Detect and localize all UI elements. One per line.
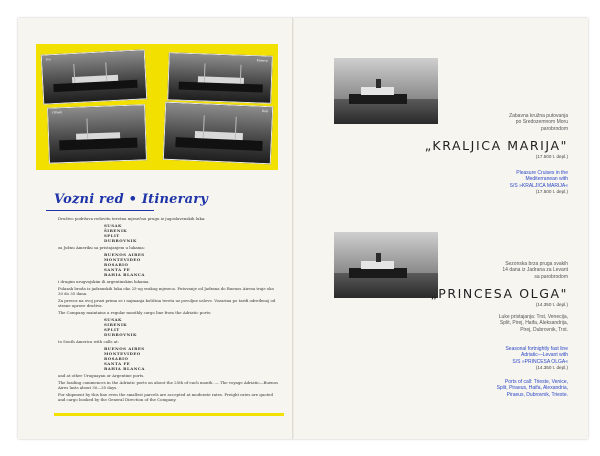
yellow-footer-bar xyxy=(54,413,284,416)
port-name: SANTA FE xyxy=(104,361,131,366)
ship-photo xyxy=(163,102,273,165)
port-name: ROSARIO xyxy=(104,262,129,267)
port-name: SANTA FE xyxy=(104,267,131,272)
port-name: BUENOS AIRES xyxy=(104,346,145,351)
port-name: DUBROVNIK xyxy=(104,238,137,243)
ship-tonnage: (17.500 t. depl.) xyxy=(535,154,568,159)
cruise-intro-english: Pleasure Cruises in the Mediterranean with S/S »KRALJICA MARIJA« (17.500 t. depl.) xyxy=(509,170,568,195)
itinerary-paragraph: The Company maintains a regular monthly cargo line from the Adriatic ports: xyxy=(58,310,212,315)
itinerary-paragraph: Društvo podržava redovitu teretnu mjesečnu prugu iz jugoslavenskih luka: xyxy=(58,216,206,221)
port-name: SUSAK xyxy=(104,317,122,322)
line-intro: Sezonska brza pruga svakih 14 dana iz Jadrana za Levant sa parobrodom xyxy=(502,261,568,280)
right-page xyxy=(294,18,588,439)
port-name: ROSARIO xyxy=(104,356,129,361)
line-intro-english: Seasonal fortnightly fast line Adriatic—Levant with S/S »PRINCESA OLGA« (14.350 t. depl.) xyxy=(505,346,568,371)
spacer xyxy=(58,402,280,404)
port-name: SIBENIK xyxy=(104,322,128,327)
port-name: SUSAK xyxy=(104,223,122,228)
port-name: SPLIT xyxy=(104,233,120,238)
ship-name-princesa-olga: „PRINCESA OLGA" xyxy=(430,286,568,301)
itinerary-paragraph: Polazak broda iz jadranskih luka oko 25-og svakog mjeseca. Putovanje od Jadrana do Buenos Airesa traje oko 30 do 35 dana. xyxy=(58,286,274,296)
ship-photo xyxy=(167,52,273,104)
ship-photo-princesa-olga xyxy=(334,232,438,298)
cruise-intro: Zabavna kružna putovanja po Sredozemnom Moru parobrodom xyxy=(509,113,568,132)
itinerary-paragraph: The loading commences in the Adriatic ports on about the 25th of each month. — The voyage Adriatic—Buenos Aires lasts about 30—35 days. xyxy=(58,380,278,390)
port-name: MONTEVIDEO xyxy=(104,351,141,356)
itinerary-paragraph: and at other Uruguayan or Argentine ports. xyxy=(58,373,145,378)
port-name: MONTEVIDEO xyxy=(104,257,141,262)
left-page xyxy=(18,18,292,439)
itinerary-paragraph: i drugim urugvajskim ili argentinskim lukama. xyxy=(58,279,150,284)
port-name: ŠIBENIK xyxy=(104,228,128,233)
itinerary-paragraph: Za prevoz na ovoj pruzi prima se i najmanja količina tereta uz povoljne uslove. Vozarina po tarifi određenoj od strane uprave društva. xyxy=(58,298,276,308)
itinerary-paragraph: za Južnu Ameriku sa pristajanjem u lukama: xyxy=(58,245,145,250)
itinerary-text xyxy=(58,216,280,404)
ship-tonnage: (14.350 t. depl.) xyxy=(535,302,568,307)
itinerary-heading: Vozni red • Itinerary xyxy=(54,192,209,207)
photo-caption: Ivo xyxy=(45,57,51,62)
photo-caption: Kosovo xyxy=(256,58,268,63)
ports-of-call-local: Luke pristajanja: Trst, Venecija, Split, Pirej, Haifa, Aleksandrija, Pirej, Dubrovnik, Trst. xyxy=(498,314,568,333)
photo-caption: Dub xyxy=(261,108,269,114)
port-name: BAHIA BLANCA xyxy=(104,366,145,371)
port-name: DUBROVNIK xyxy=(104,332,137,337)
photo-collage xyxy=(36,44,278,170)
photo-caption: Olinda xyxy=(52,110,63,115)
port-name: SPLIT xyxy=(104,327,120,332)
ship-name-kraljica-marija: „KRALJICA MARIJA" xyxy=(424,138,568,153)
itinerary-paragraph: to South America with calls at: xyxy=(58,339,119,344)
ports-of-call-english: Ports of call: Trieste, Venice, Split, Piraeus, Haifa, Alexandria, Piraeus, Dubrovnik, Trieste. xyxy=(496,379,568,398)
port-name: BAHIA BLANCA xyxy=(104,272,145,277)
itinerary-paragraph: For shipment by this line even the smallest parcels are accepted at moderate rates. Freight rates are quoted and cargo booked by the General Direction of the Company. xyxy=(58,392,273,402)
ship-photo xyxy=(41,49,147,104)
heading-underline xyxy=(46,210,154,211)
port-name: BUENOS AIRES xyxy=(104,252,145,257)
ship-photo xyxy=(47,104,147,163)
